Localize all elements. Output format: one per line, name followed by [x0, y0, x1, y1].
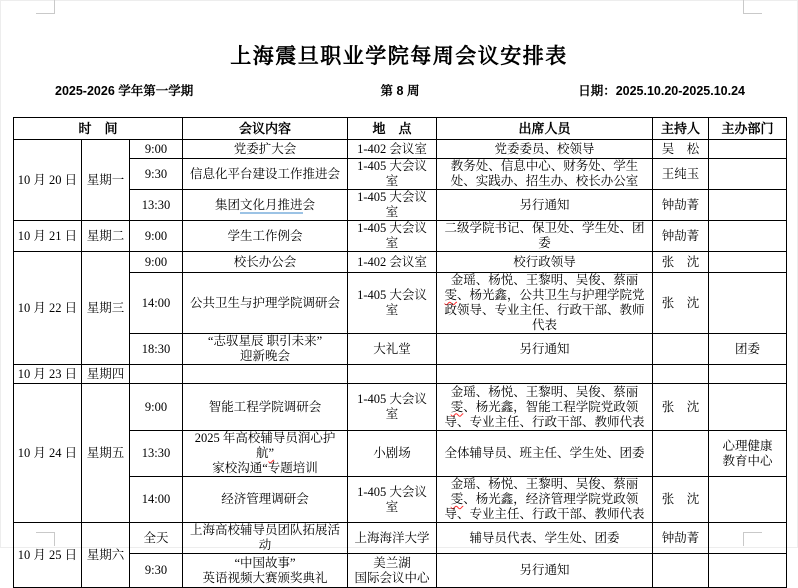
- meeting-title-line: “中国故事”: [234, 555, 296, 570]
- table-row: [14, 554, 787, 588]
- dept-cell: [709, 252, 787, 273]
- location-cell: 上海海洋大学: [348, 523, 437, 554]
- table-row: [14, 140, 787, 159]
- dept-cell: [709, 477, 787, 523]
- location-cell: 1-402 会议室: [348, 252, 437, 273]
- time-cell: 14:00: [130, 273, 183, 334]
- host-cell: [653, 334, 709, 365]
- dept-line: 心理健康: [722, 438, 773, 453]
- header-content: 会议内容: [183, 118, 348, 140]
- table-row: [14, 190, 787, 221]
- meeting-title-text: 会: [302, 197, 316, 212]
- meeting-title-line: 家校沟通“专题培训: [212, 461, 318, 475]
- date-cell: 10 月 24 日: [14, 384, 82, 523]
- table-row: [14, 523, 787, 554]
- attendees-cell: 另行通知: [437, 554, 653, 588]
- host-cell: [653, 431, 709, 477]
- location-line: 国际会议中心: [354, 570, 430, 585]
- grammar-marked-text: 文化月推进: [240, 197, 303, 212]
- time-cell: 14:00: [130, 477, 183, 523]
- meeting-title: 党委扩大会: [183, 140, 348, 159]
- host-cell: 张 沈: [653, 252, 709, 273]
- time-cell: 9:00: [130, 140, 183, 159]
- meeting-title: 上海高校辅导员团队拓展活动: [183, 523, 348, 554]
- attendees-cell: 辅导员代表、学生处、团委: [437, 523, 653, 554]
- attendees-cell: [437, 365, 653, 384]
- meeting-title-line: 迎新晚会: [240, 349, 291, 363]
- date-cell: 10 月 22 日: [14, 252, 82, 365]
- attendees-cell: 另行通知: [437, 190, 653, 221]
- weekday-cell: 星期二: [82, 221, 130, 252]
- meeting-title: [183, 365, 348, 384]
- time-cell: 9:30: [130, 159, 183, 190]
- attendees-text: 、杨光鑫，经济管理学院党政领导、专业主任、行政干部、教师代表: [444, 492, 645, 521]
- dept-cell: [709, 384, 787, 431]
- location-cell: 1-405 大会议室: [348, 384, 437, 431]
- date-cell: 10 月 20 日: [14, 140, 82, 221]
- dept-cell: [709, 159, 787, 190]
- table-row: [14, 159, 787, 190]
- meeting-title: [183, 554, 348, 588]
- header-location: 地 点: [348, 118, 437, 140]
- dept-cell: [709, 431, 787, 477]
- attendees-cell: [437, 477, 653, 523]
- attendees-cell: 二级学院书记、保卫处、学生处、团委: [437, 221, 653, 252]
- time-cell: 18:30: [130, 334, 183, 365]
- header-time: 时 间: [14, 118, 183, 140]
- attendees-text: 、杨光鑫，智能工程学院党政领导、专业主任、行政干部、教师代表: [444, 399, 645, 429]
- attendees-cell: 另行通知: [437, 334, 653, 365]
- date-range-label: 日期：2025.10.20-2025.10.24: [578, 84, 745, 98]
- time-cell: 全天: [130, 523, 183, 554]
- time-cell: 9:00: [130, 384, 183, 431]
- dept-cell: [709, 140, 787, 159]
- table-row: [14, 365, 787, 384]
- attendees-cell: 全体辅导员、班主任、学生处、团委: [437, 431, 653, 477]
- weekday-cell: 星期六: [82, 523, 130, 588]
- meeting-title-line: “志驭星辰 职引未来”: [207, 334, 323, 348]
- meeting-title: 经济管理调研会: [183, 477, 348, 523]
- dept-cell: [709, 365, 787, 384]
- host-cell: 吴 松: [653, 140, 709, 159]
- location-cell: 1-402 会议室: [348, 140, 437, 159]
- semester-label: 2025-2026 学年第一学期: [55, 84, 194, 98]
- location-cell: 1-405 大会议室: [348, 159, 437, 190]
- time-cell: 13:30: [130, 431, 183, 477]
- dept-cell: [709, 221, 787, 252]
- table-row: [14, 431, 787, 477]
- dept-cell: [709, 190, 787, 221]
- host-cell: 张 沈: [653, 477, 709, 523]
- meeting-title-text: 2025 年高校辅导员润心护航: [194, 431, 336, 460]
- meeting-title: [183, 190, 348, 221]
- header-department: 主办部门: [709, 118, 787, 140]
- dept-cell: [709, 554, 787, 588]
- meeting-title-line: [186, 431, 344, 461]
- dept-cell: [709, 523, 787, 554]
- dept-cell: 团委: [709, 334, 787, 365]
- date-cell: 10 月 25 日: [14, 523, 82, 588]
- spellcheck-marked-text: 雯: [450, 492, 464, 506]
- attendees-text: 金瑶、杨悦、王黎明、吴俊、蔡丽: [450, 273, 639, 287]
- spellcheck-marked-text: 雯: [450, 399, 464, 414]
- host-cell: [653, 365, 709, 384]
- attendees-cell: [437, 273, 653, 334]
- host-cell: 钟劼菁: [653, 523, 709, 554]
- header-host: 主持人: [653, 118, 709, 140]
- meeting-title-text: 集团: [215, 197, 241, 212]
- attendees-cell: 党委委员、校领导: [437, 140, 653, 159]
- spellcheck-marked-text: ”: [268, 446, 275, 460]
- host-cell: 张 沈: [653, 273, 709, 334]
- host-cell: [653, 554, 709, 588]
- attendees-text: 、杨光鑫，公共卫生与护理学院党政领导、专业主任、行政干部、教师代表: [444, 288, 645, 332]
- time-cell: 9:00: [130, 221, 183, 252]
- location-cell: 1-405 大会议室: [348, 221, 437, 252]
- week-label: 第 8 周: [380, 84, 420, 98]
- location-cell: [348, 554, 437, 588]
- date-cell: 10 月 23 日: [14, 365, 82, 384]
- meeting-title: [183, 334, 348, 365]
- location-cell: 1-405 大会议室: [348, 273, 437, 334]
- meeting-title: 校长办公会: [183, 252, 348, 273]
- dept-cell: [709, 273, 787, 334]
- crop-mark-top-right: [743, 0, 762, 14]
- host-cell: 张 沈: [653, 384, 709, 431]
- attendees-cell: 教务处、信息中心、财务处、学生处、实践办、招生办、校长办公室: [437, 159, 653, 190]
- host-cell: 钟劼菁: [653, 221, 709, 252]
- location-cell: 小剧场: [348, 431, 437, 477]
- meeting-title: [183, 431, 348, 477]
- table-row: [14, 384, 787, 431]
- location-cell: [348, 365, 437, 384]
- table-row: [14, 252, 787, 273]
- weekday-cell: 星期四: [82, 365, 130, 384]
- meeting-title: 智能工程学院调研会: [183, 384, 348, 431]
- table-row: [14, 334, 787, 365]
- host-cell: 钟劼菁: [653, 190, 709, 221]
- time-cell: 13:30: [130, 190, 183, 221]
- page-title: 上海震旦职业学院每周会议安排表: [230, 45, 568, 68]
- location-cell: 1-405 大会议室: [348, 190, 437, 221]
- weekday-cell: 星期一: [82, 140, 130, 221]
- date-cell: 10 月 21 日: [14, 221, 82, 252]
- attendees-text: 金瑶、杨悦、王黎明、吴俊、蔡丽: [450, 384, 639, 399]
- host-cell: 王纯玉: [653, 159, 709, 190]
- location-line: 美兰湖: [373, 555, 411, 570]
- table-row: [14, 221, 787, 252]
- attendees-text: 金瑶、杨悦、王黎明、吴俊、蔡丽: [450, 477, 639, 491]
- crop-mark-top-left: [36, 0, 55, 14]
- meeting-schedule-table: [13, 117, 787, 588]
- meeting-title: 公共卫生与护理学院调研会: [183, 273, 348, 334]
- time-cell: 9:30: [130, 554, 183, 588]
- time-cell: 9:00: [130, 252, 183, 273]
- attendees-cell: [437, 384, 653, 431]
- attendees-cell: 校行政领导: [437, 252, 653, 273]
- time-cell: [130, 365, 183, 384]
- location-cell: 大礼堂: [348, 334, 437, 365]
- meeting-title-line: 英语视频大赛颁奖典礼: [202, 570, 328, 585]
- table-row: [14, 477, 787, 523]
- weekday-cell: 星期五: [82, 384, 130, 523]
- location-cell: 1-405 大会议室: [348, 477, 437, 523]
- table-header-row: [14, 118, 787, 140]
- table-row: [14, 273, 787, 334]
- subtitle-row: [55, 81, 745, 99]
- spellcheck-marked-text: 雯: [444, 288, 458, 302]
- meeting-title: 信息化平台建设工作推进会: [183, 159, 348, 190]
- dept-line: 教育中心: [722, 453, 773, 468]
- meeting-title: 学生工作例会: [183, 221, 348, 252]
- weekday-cell: 星期三: [82, 252, 130, 365]
- header-attendees: 出席人员: [437, 118, 653, 140]
